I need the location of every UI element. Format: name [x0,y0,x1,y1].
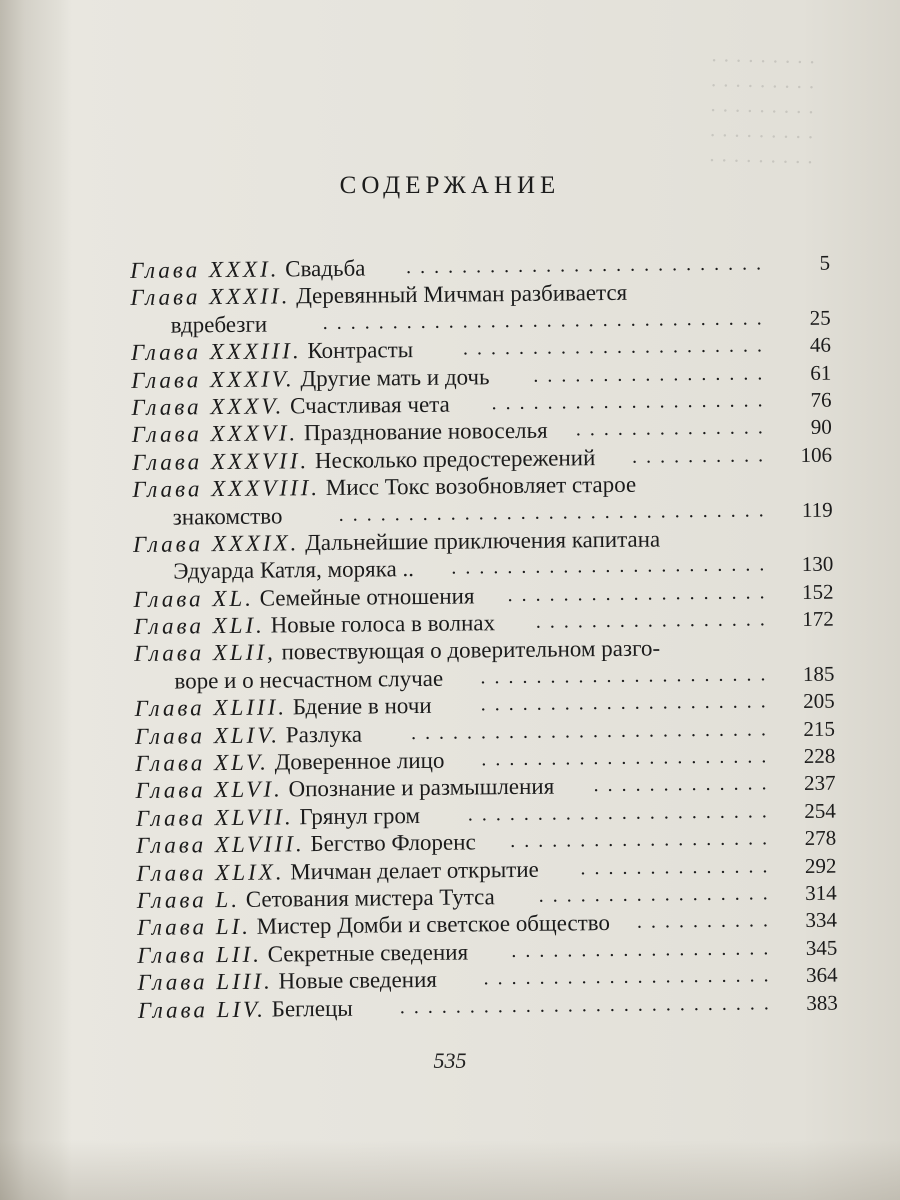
chapter-number: Глава XLIV. [134,722,281,749]
chapter-title: воре и о несчастном случае [174,665,444,694]
chapter-number: Глава XLII, [134,639,276,667]
leader-dots: ................................ [322,307,771,334]
toc-entry-label [137,939,468,967]
leader-dots: .......................... [410,717,776,744]
toc-entry-label [138,995,353,1022]
page-ref: 237 [803,771,836,796]
leader-dots: ................... [510,827,777,853]
chapter-number: Глава XL. [133,585,255,612]
page-ref: 130 [801,551,834,577]
leader-dots: ........................... [399,991,778,1018]
page-ref: 383 [806,990,838,1015]
chapter-number: Глава XXXVI. [131,420,299,448]
toc-entry-label [131,364,490,393]
leader-dots: ..................... [480,690,775,716]
leader-dots: ............. [593,772,776,797]
toc-entry-label [131,337,413,365]
toc-entry-label [132,445,595,475]
toc-entry-label [136,803,420,831]
toc-entry-label [130,280,627,310]
chapter-title: Доверенное лицо [274,747,445,775]
page-ref: 292 [804,853,837,878]
toc-entry-label [132,418,548,447]
chapter-number: Глава XLV. [135,749,270,777]
leader-dots: .......... [636,909,778,934]
chapter-number: Глава XLI. [133,612,265,640]
chapter-number: Глава XXXV. [131,393,285,420]
chapter-number: Глава LI. [136,914,252,941]
toc-entry-label [137,910,610,940]
page-ref: 205 [803,688,835,714]
leader-dots: ................... [507,580,774,606]
leader-dots: ....................... [451,553,774,579]
chapter-title: Беглецы [271,995,353,1022]
toc-entry-label [171,311,268,337]
chapter-number: Глава L. [136,886,241,913]
chapter-title: Мистер Домби и светское общество [256,910,611,940]
leader-dots: ................. [538,882,777,907]
chapter-number: Глава LIV. [137,996,267,1023]
chapter-title: Деревянный Мичман разбивается [296,280,628,309]
chapter-title: Разлука [285,721,363,748]
leader-dots: ................. [533,361,772,387]
toc-entry-label [136,830,476,859]
chapter-title: Мисс Токс возобновляет старое [325,471,637,501]
page-ref: 254 [804,798,836,823]
chapter-title: Новые сведения [278,966,438,994]
leader-dots: ..................... [481,745,776,771]
chapter-title: Новые голоса в волнах [270,610,496,638]
page-number: 535 [433,1048,467,1073]
page-ref: 314 [805,880,837,905]
leader-dots: .................... [491,389,772,415]
page-ref: 152 [801,579,834,604]
chapter-number: Глава XXXVII. [132,447,310,475]
page-shadow [0,1140,900,1200]
leader-dots: .......... [632,444,773,468]
chapter-title: Опознание и размышления [288,774,555,802]
leader-dots: ..................... [483,964,778,990]
chapter-title: Несколько предостережений [314,444,596,473]
chapter-title: Бдение в ночи [292,693,432,720]
toc-entry-label [133,526,660,557]
page-ref: 119 [801,497,833,522]
chapter-title: Эдуарда Катля, моряка .. [173,556,415,584]
toc-entry-label [137,884,495,913]
leader-dots: ............................... [338,498,773,526]
leader-dots: ..................... [480,663,775,689]
page-ref: 278 [804,825,837,851]
toc-entry-label [134,636,660,667]
chapter-title: Секретные сведения [267,939,469,967]
toc-entry-label [133,583,474,612]
chapter-title: повествующая о доверительном разго- [281,635,661,665]
page-ref: 345 [805,935,838,960]
leader-dots: ...................... [467,800,776,826]
show-through-text: · · · · · · · · · · · · · · · · · · · · · · · · · · · · · · · · · · · · · · · · · · · · · [708,48,816,175]
page-ref: 172 [802,606,834,632]
chapter-title: Другие мать и дочь [300,363,490,391]
chapter-title: Мичман делает открытие [290,856,539,884]
chapter-title: Семейные отношения [259,583,475,611]
page-ref: 106 [800,442,833,467]
page-ref: 90 [810,415,832,440]
toc-entry-label [137,967,437,995]
chapter-number: Глава LII. [137,941,263,968]
leader-dots: ...................... [462,334,772,360]
chapter-number: Глава XLVIII. [136,831,305,859]
leader-dots: .......................... [406,252,771,279]
toc-entry-label [135,774,554,803]
leader-dots: .............. [575,416,772,441]
chapter-title: Грянул гром [299,802,421,830]
page-ref: 25 [809,305,831,330]
chapter-number: Глава XLVI. [135,776,283,804]
chapter-number: Глава XXXI. [130,256,280,283]
chapter-number: Глава XLIX. [136,859,285,886]
chapter-number: Глава XLVII. [135,804,294,831]
chapter-title: Дальнейшие приключения капитана [304,526,661,556]
page-ref: 5 [819,250,831,275]
chapter-number: Глава XXXVIII. [132,475,321,503]
toc-entry-label [173,556,414,584]
toc-entry-label [136,856,539,885]
chapter-number: Глава LIII. [137,968,273,996]
chapter-title: Празднование новоселья [303,417,548,446]
page-ref: 228 [803,743,836,769]
page-ref: 76 [810,387,832,412]
chapter-title: Свадьба [285,255,366,282]
leader-dots: ................. [535,608,774,633]
page-ref: 61 [810,360,832,385]
leader-dots: .............. [580,854,777,879]
chapter-title: Сетования мистера Тутса [245,884,495,912]
toc-entry-label [134,610,495,639]
toc-entry-label [132,472,636,502]
chapter-number: Глава XXXIX. [132,530,300,557]
toc-entry-label [174,666,443,694]
toc-entry-label [131,392,449,420]
chapter-title: Счастливая чета [289,391,450,419]
chapter-number: Глава XLIII. [134,694,288,722]
chapter-number: Глава XXXIII. [130,338,302,366]
toc-entry-label [135,721,362,748]
leader-dots: ................... [511,937,778,962]
toc-entry-label [135,693,432,721]
toc-entry-label [173,503,283,529]
page-ref: 185 [802,661,835,686]
page-ref: 215 [803,716,836,741]
toc-entry-label [130,256,366,283]
chapter-title: Контрасты [307,337,414,364]
chapter-title: знакомство [172,502,283,530]
toc-entry-label [135,748,444,776]
chapter-number: Глава XXXIV. [131,365,295,393]
page-ref: 364 [805,962,838,988]
chapter-number: Глава XXXII. [130,283,291,311]
chapter-title: Бегство Флоренс [310,829,476,857]
page-ref: 334 [805,908,838,933]
chapter-title: вдребезги [170,311,268,338]
table-of-contents [130,250,838,1024]
contents-heading: СОДЕРЖАНИЕ [339,172,561,199]
page-ref: 46 [809,332,832,358]
